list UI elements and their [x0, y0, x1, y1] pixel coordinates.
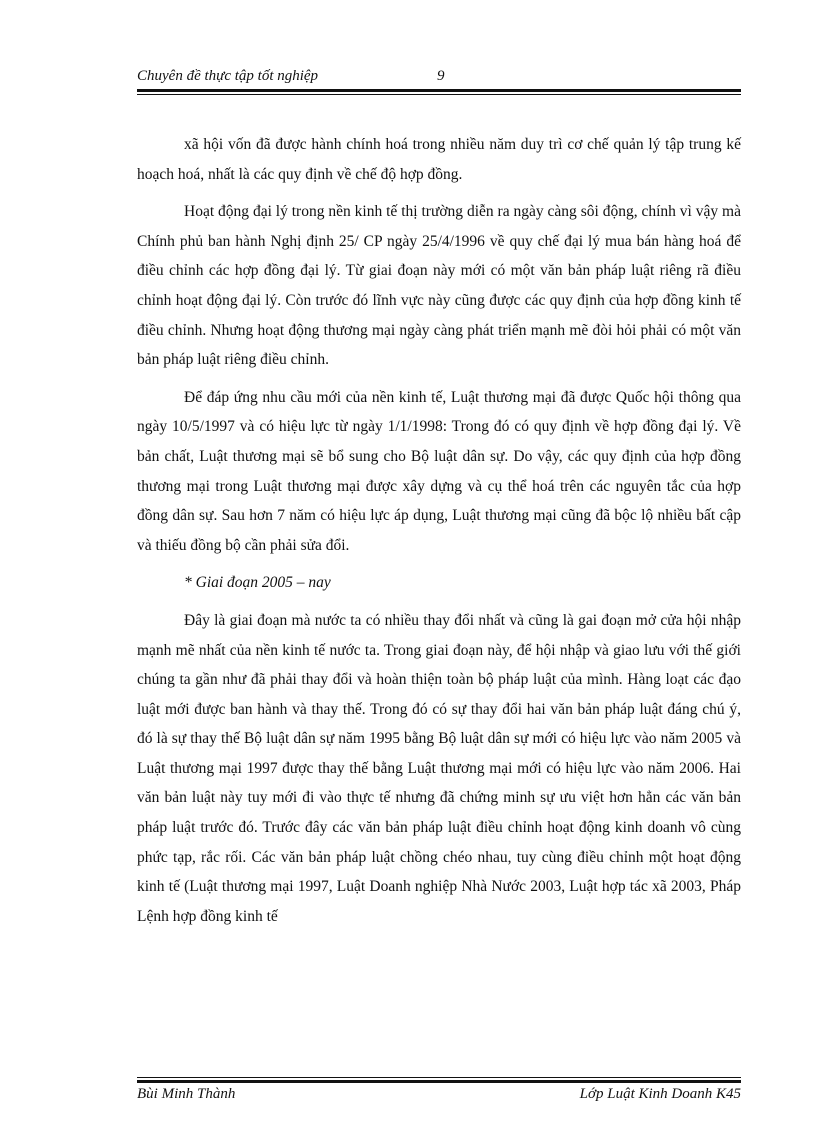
page-footer [137, 1086, 741, 1108]
header-title: Chuyên đề thực tập tốt nghiệp [137, 68, 319, 84]
paragraph-4: Đây là giai đoạn mà nước ta có nhiều thay đổi nhất và cũng là gai đoạn mở cửa hội nhập mạnh mẽ nhất của nền kinh tế nước ta. Trong giai đoạn này, để hội nhập và giao lưu với thế giới chúng ta gần như đã phải thay đổi và hoàn thiện toàn bộ pháp luật của mình. Hàng loạt các đạo luật mới được ban hành và thay thế. Trong đó có sự thay đổi hai văn bản pháp luật đáng chú ý, đó là sự thay thế Bộ luật dân sự năm 1995 bằng Bộ luật dân sự mới có hiệu lực vào năm 2005 và Luật thương mại 1997 được thay thế bằng Luật thương mại mới có hiệu lực vào năm 2006. Hai văn bản luật này tuy mới đi vào thực tế nhưng đã chứng minh sự ưu việt hơn hẳn các văn bản pháp luật trước đó. Trước đây các văn bản pháp luật điều chỉnh hoạt động kinh doanh vô cùng phức tạp, rắc rối. Các văn bản pháp luật chồng chéo nhau, tuy cùng điều chỉnh một hoạt động kinh tế (Luật thương mại 1997, Luật Doanh nghiệp Nhà Nước 2003, Luật hợp tác xã 2003, Pháp Lệnh hợp đồng kinh tế [137, 611, 741, 925]
page-number: 9 [437, 68, 445, 84]
section-subheading: * Giai đoạn 2005 – nay [184, 574, 331, 592]
footer-author: Bùi Minh Thành [137, 1086, 236, 1102]
document-body [137, 130, 741, 931]
header-rule-thick [137, 89, 741, 92]
paragraph-2: Hoạt động đại lý trong nền kinh tế thị trường diễn ra ngày càng sôi động, chính vì vậy mà Chính phủ ban hành Nghị định 25/ CP ngày 25/4/1996 về quy chế đại lý mua bán hàng hoá để điều chỉnh các hợp đồng đại lý. Từ giai đoạn này mới có một văn bản pháp luật riêng rã điều chỉnh hoạt động đại lý. Còn trước đó lĩnh vực này cũng được các quy định của hợp đồng kinh tế điều chỉnh. Nhưng hoạt động thương mại ngày càng phát triển mạnh mẽ đòi hỏi phải có một văn bản pháp luật riêng điều chỉnh. [137, 203, 741, 369]
footer-rule-thin [137, 1077, 741, 1078]
header-rule-thin [137, 94, 741, 95]
footer-rule-thick [137, 1080, 741, 1083]
paragraph-1: xã hội vốn đã được hành chính hoá trong nhiều năm duy trì cơ chế quản lý tập trung kế hoạch hoá, nhất là các quy định về chế độ hợp đồng. [137, 136, 741, 183]
footer-class-name: Lớp Luật Kinh Doanh K45 [579, 1086, 741, 1102]
paragraph-3: Để đáp ứng nhu cầu mới của nền kinh tế, Luật thương mại đã được Quốc hội thông qua ngày 10/5/1997 và có hiệu lực từ ngày 1/1/1998: Trong đó có quy định về hợp đồng đại lý. Về bản chất, Luật thương mại sẽ bổ sung cho Bộ luật dân sự. Do vậy, các quy định của hợp đồng thương mại trong Luật thương mại được xây dựng và cụ thể hoá trên các nguyên tắc của hợp đồng dân sự. Sau hơn 7 năm có hiệu lực áp dụng, Luật thương mại cũng đã bộc lộ nhiều bất cập và thiếu đồng bộ cần phải sửa đổi. [137, 388, 741, 554]
page-header [137, 66, 741, 88]
